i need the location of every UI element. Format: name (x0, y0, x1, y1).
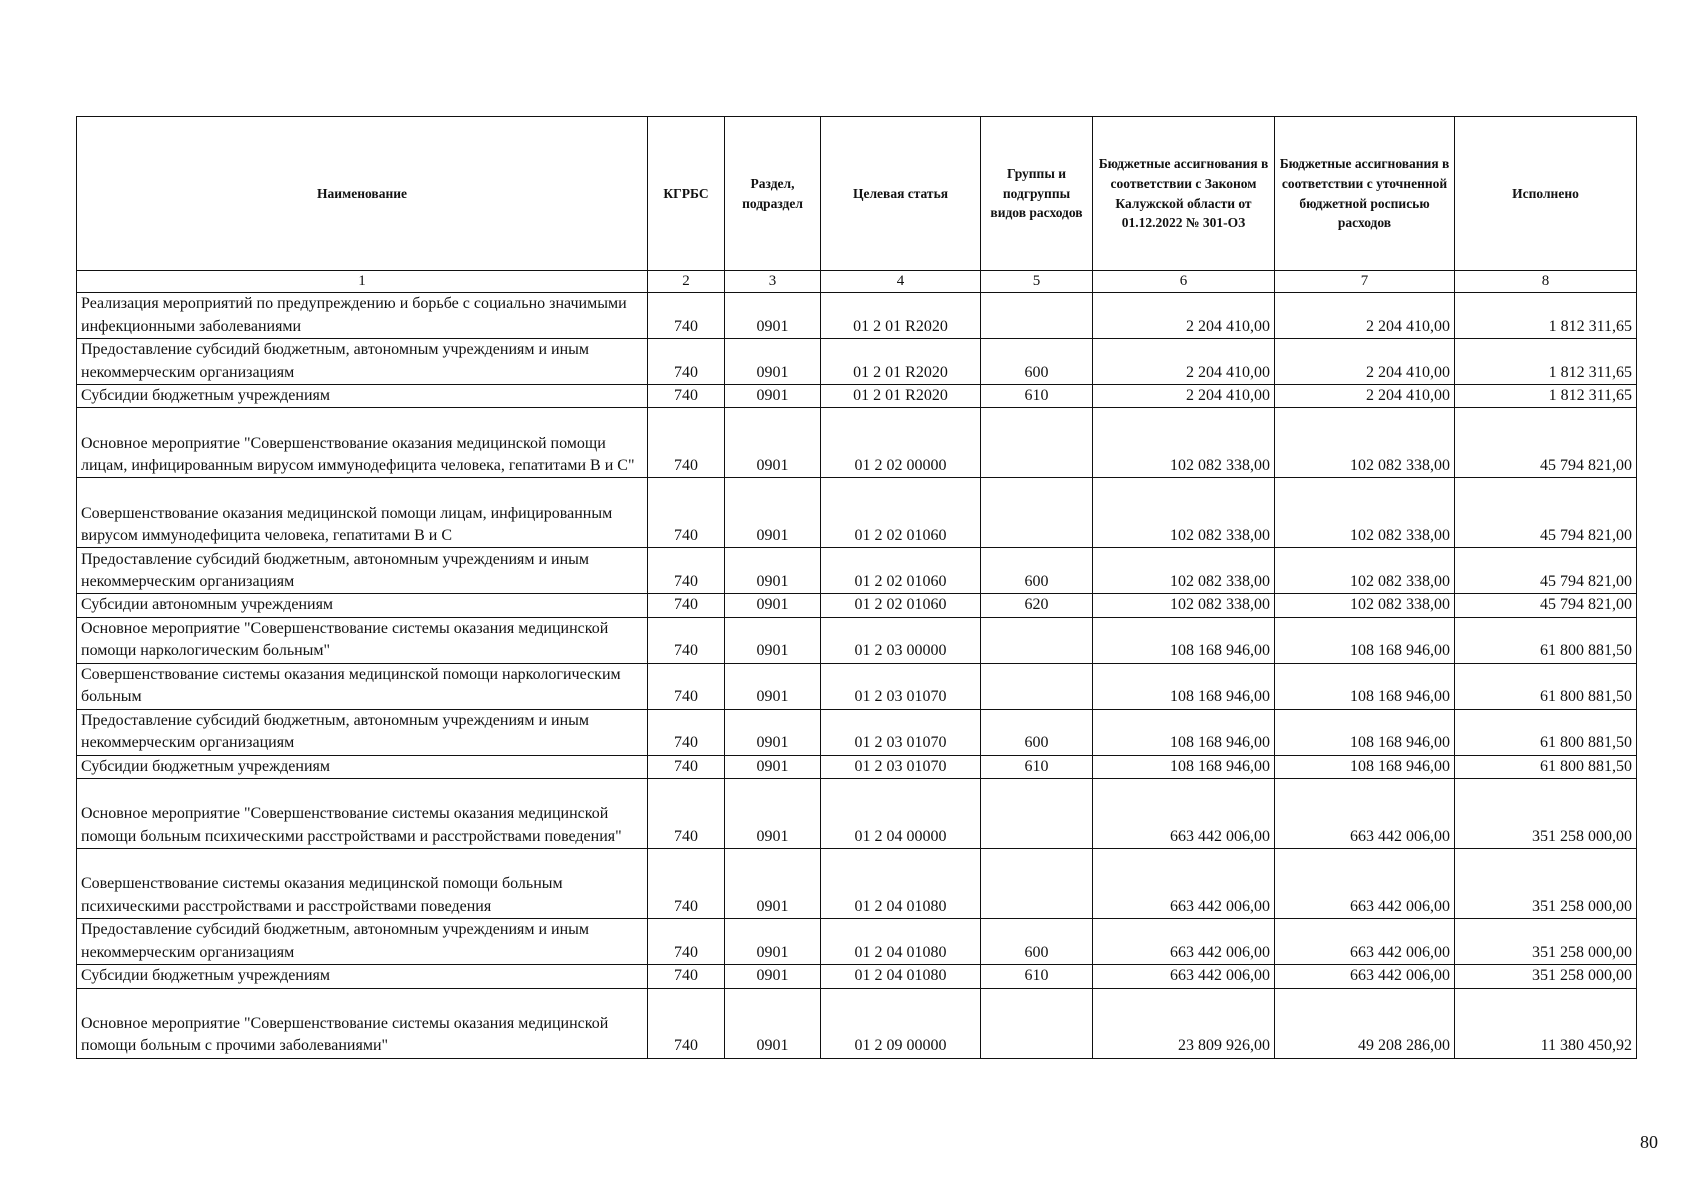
row-budget-refined: 102 082 338,00 (1275, 594, 1455, 617)
row-section: 0901 (725, 965, 821, 988)
row-executed: 351 258 000,00 (1455, 849, 1637, 919)
row-target: 01 2 04 00000 (821, 779, 981, 849)
row-budget-refined: 2 204 410,00 (1275, 385, 1455, 408)
row-budget-refined: 49 208 286,00 (1275, 988, 1455, 1058)
row-budget-refined: 2 204 410,00 (1275, 293, 1455, 339)
row-budget-law: 108 168 946,00 (1093, 755, 1275, 778)
table-row (77, 478, 1637, 548)
table-row (77, 663, 1637, 709)
row-budget-law: 663 442 006,00 (1093, 779, 1275, 849)
row-kgrbs: 740 (648, 293, 725, 339)
row-budget-law: 2 204 410,00 (1093, 293, 1275, 339)
row-group: 610 (981, 965, 1093, 988)
row-section: 0901 (725, 339, 821, 385)
row-budget-law: 102 082 338,00 (1093, 594, 1275, 617)
row-executed: 351 258 000,00 (1455, 919, 1637, 965)
header-executed: Исполнено (1455, 117, 1637, 271)
header-section: Раздел, подраздел (725, 117, 821, 271)
row-group: 600 (981, 339, 1093, 385)
row-executed: 45 794 821,00 (1455, 478, 1637, 548)
row-budget-law: 102 082 338,00 (1093, 408, 1275, 478)
table-row (77, 594, 1637, 617)
table-row (77, 617, 1637, 663)
row-kgrbs: 740 (648, 988, 725, 1058)
row-budget-law: 2 204 410,00 (1093, 339, 1275, 385)
table-row (77, 755, 1637, 778)
row-budget-refined: 663 442 006,00 (1275, 849, 1455, 919)
row-target: 01 2 01 R2020 (821, 339, 981, 385)
table-row (77, 988, 1637, 1058)
row-group: 600 (981, 709, 1093, 755)
table-row (77, 408, 1637, 478)
row-budget-law: 108 168 946,00 (1093, 617, 1275, 663)
header-budget-law: Бюджетные ассигнования в соответствии с Законом Калужской области от 01.12.2022 № 301-ОЗ (1093, 117, 1275, 271)
row-section: 0901 (725, 709, 821, 755)
table-body (77, 293, 1637, 1059)
header-name: Наименование (77, 117, 648, 271)
row-target: 01 2 03 00000 (821, 617, 981, 663)
column-number: 4 (821, 271, 981, 293)
row-target: 01 2 09 00000 (821, 988, 981, 1058)
row-group: 610 (981, 755, 1093, 778)
header-target: Целевая статья (821, 117, 981, 271)
row-executed: 45 794 821,00 (1455, 548, 1637, 594)
row-name: Предоставление субсидий бюджетным, автономным учреждениям и иным некоммерческим организациям (77, 548, 648, 594)
row-budget-refined: 102 082 338,00 (1275, 548, 1455, 594)
row-executed: 61 800 881,50 (1455, 663, 1637, 709)
row-section: 0901 (725, 849, 821, 919)
row-kgrbs: 740 (648, 339, 725, 385)
row-name: Предоставление субсидий бюджетным, автономным учреждениям и иным некоммерческим организациям (77, 709, 648, 755)
row-section: 0901 (725, 755, 821, 778)
row-group (981, 478, 1093, 548)
table-row (77, 385, 1637, 408)
table-row (77, 293, 1637, 339)
row-kgrbs: 740 (648, 919, 725, 965)
row-budget-refined: 102 082 338,00 (1275, 478, 1455, 548)
column-number: 7 (1275, 271, 1455, 293)
row-kgrbs: 740 (648, 755, 725, 778)
column-number: 5 (981, 271, 1093, 293)
row-name: Предоставление субсидий бюджетным, автономным учреждениям и иным некоммерческим организациям (77, 339, 648, 385)
row-budget-refined: 108 168 946,00 (1275, 755, 1455, 778)
row-target: 01 2 03 01070 (821, 755, 981, 778)
row-budget-law: 102 082 338,00 (1093, 548, 1275, 594)
row-target: 01 2 03 01070 (821, 709, 981, 755)
table-header (77, 117, 1637, 293)
row-budget-refined: 663 442 006,00 (1275, 779, 1455, 849)
row-executed: 45 794 821,00 (1455, 408, 1637, 478)
row-name: Субсидии бюджетным учреждениям (77, 755, 648, 778)
row-group: 600 (981, 548, 1093, 594)
table-row (77, 548, 1637, 594)
column-number: 6 (1093, 271, 1275, 293)
row-target: 01 2 04 01080 (821, 849, 981, 919)
header-budget-refined: Бюджетные ассигнования в соответствии с уточненной бюджетной росписью расходов (1275, 117, 1455, 271)
row-section: 0901 (725, 779, 821, 849)
row-group: 620 (981, 594, 1093, 617)
row-group (981, 617, 1093, 663)
row-target: 01 2 03 01070 (821, 663, 981, 709)
row-name: Совершенствование оказания медицинской помощи лицам, инфицированным вирусом иммунодефицита человека, гепатитами В и С (77, 478, 648, 548)
row-group (981, 779, 1093, 849)
row-target: 01 2 01 R2020 (821, 293, 981, 339)
row-name: Субсидии бюджетным учреждениям (77, 965, 648, 988)
row-group (981, 293, 1093, 339)
row-target: 01 2 04 01080 (821, 965, 981, 988)
row-name: Предоставление субсидий бюджетным, автономным учреждениям и иным некоммерческим организациям (77, 919, 648, 965)
row-kgrbs: 740 (648, 849, 725, 919)
row-kgrbs: 740 (648, 965, 725, 988)
row-target: 01 2 02 01060 (821, 548, 981, 594)
table-row (77, 849, 1637, 919)
row-kgrbs: 740 (648, 385, 725, 408)
row-executed: 61 800 881,50 (1455, 709, 1637, 755)
row-kgrbs: 740 (648, 408, 725, 478)
row-budget-law: 663 442 006,00 (1093, 849, 1275, 919)
row-section: 0901 (725, 408, 821, 478)
row-group: 610 (981, 385, 1093, 408)
row-target: 01 2 02 01060 (821, 594, 981, 617)
row-kgrbs: 740 (648, 709, 725, 755)
row-budget-refined: 2 204 410,00 (1275, 339, 1455, 385)
row-budget-law: 663 442 006,00 (1093, 919, 1275, 965)
row-budget-law: 23 809 926,00 (1093, 988, 1275, 1058)
row-budget-refined: 663 442 006,00 (1275, 919, 1455, 965)
row-kgrbs: 740 (648, 548, 725, 594)
column-number: 8 (1455, 271, 1637, 293)
row-executed: 1 812 311,65 (1455, 385, 1637, 408)
row-target: 01 2 02 01060 (821, 478, 981, 548)
row-executed: 351 258 000,00 (1455, 965, 1637, 988)
column-number: 1 (77, 271, 648, 293)
row-group (981, 849, 1093, 919)
row-section: 0901 (725, 663, 821, 709)
row-name: Реализация мероприятий по предупреждению и борьбе с социально значимыми инфекционными заболеваниями (77, 293, 648, 339)
row-name: Совершенствование системы оказания медицинской помощи больным психическими расстройствами и расстройствами поведения (77, 849, 648, 919)
row-group (981, 663, 1093, 709)
column-number: 3 (725, 271, 821, 293)
row-executed: 351 258 000,00 (1455, 779, 1637, 849)
row-section: 0901 (725, 617, 821, 663)
row-section: 0901 (725, 293, 821, 339)
row-name: Основное мероприятие "Совершенствование системы оказания медицинской помощи наркологическим больным" (77, 617, 648, 663)
column-numbers-row (77, 271, 1637, 293)
row-executed: 11 380 450,92 (1455, 988, 1637, 1058)
column-number: 2 (648, 271, 725, 293)
row-budget-refined: 108 168 946,00 (1275, 617, 1455, 663)
row-section: 0901 (725, 548, 821, 594)
budget-table (76, 116, 1637, 1059)
row-name: Основное мероприятие "Совершенствование системы оказания медицинской помощи больным психическими расстройствами и расстройствами поведения" (77, 779, 648, 849)
row-target: 01 2 02 00000 (821, 408, 981, 478)
budget-table-container (76, 116, 1636, 1059)
row-kgrbs: 740 (648, 594, 725, 617)
row-section: 0901 (725, 594, 821, 617)
row-executed: 45 794 821,00 (1455, 594, 1637, 617)
row-budget-law: 102 082 338,00 (1093, 478, 1275, 548)
table-row (77, 709, 1637, 755)
row-name: Совершенствование системы оказания медицинской помощи наркологическим больным (77, 663, 648, 709)
row-kgrbs: 740 (648, 617, 725, 663)
row-group: 600 (981, 919, 1093, 965)
header-groups: Группы и подгруппы видов расходов (981, 117, 1093, 271)
row-executed: 1 812 311,65 (1455, 293, 1637, 339)
row-section: 0901 (725, 988, 821, 1058)
row-kgrbs: 740 (648, 663, 725, 709)
row-budget-refined: 663 442 006,00 (1275, 965, 1455, 988)
row-budget-law: 108 168 946,00 (1093, 663, 1275, 709)
table-row (77, 779, 1637, 849)
row-budget-refined: 102 082 338,00 (1275, 408, 1455, 478)
row-section: 0901 (725, 478, 821, 548)
row-name: Основное мероприятие "Совершенствование оказания медицинской помощи лицам, инфицированным вирусом иммунодефицита человека, гепатитами В и С" (77, 408, 648, 478)
row-budget-law: 663 442 006,00 (1093, 965, 1275, 988)
row-name: Субсидии бюджетным учреждениям (77, 385, 648, 408)
row-group (981, 988, 1093, 1058)
row-name: Субсидии автономным учреждениям (77, 594, 648, 617)
row-target: 01 2 04 01080 (821, 919, 981, 965)
header-kgrbs: КГРБС (648, 117, 725, 271)
row-target: 01 2 01 R2020 (821, 385, 981, 408)
table-row (77, 965, 1637, 988)
row-budget-law: 2 204 410,00 (1093, 385, 1275, 408)
row-executed: 61 800 881,50 (1455, 755, 1637, 778)
row-kgrbs: 740 (648, 478, 725, 548)
row-budget-refined: 108 168 946,00 (1275, 663, 1455, 709)
row-name: Основное мероприятие "Совершенствование системы оказания медицинской помощи больным с прочими заболеваниями" (77, 988, 648, 1058)
row-budget-law: 108 168 946,00 (1093, 709, 1275, 755)
row-group (981, 408, 1093, 478)
row-section: 0901 (725, 385, 821, 408)
row-budget-refined: 108 168 946,00 (1275, 709, 1455, 755)
row-executed: 61 800 881,50 (1455, 617, 1637, 663)
row-executed: 1 812 311,65 (1455, 339, 1637, 385)
page-number: 80 (1640, 1132, 1658, 1152)
row-kgrbs: 740 (648, 779, 725, 849)
table-row (77, 339, 1637, 385)
row-section: 0901 (725, 919, 821, 965)
table-row (77, 919, 1637, 965)
